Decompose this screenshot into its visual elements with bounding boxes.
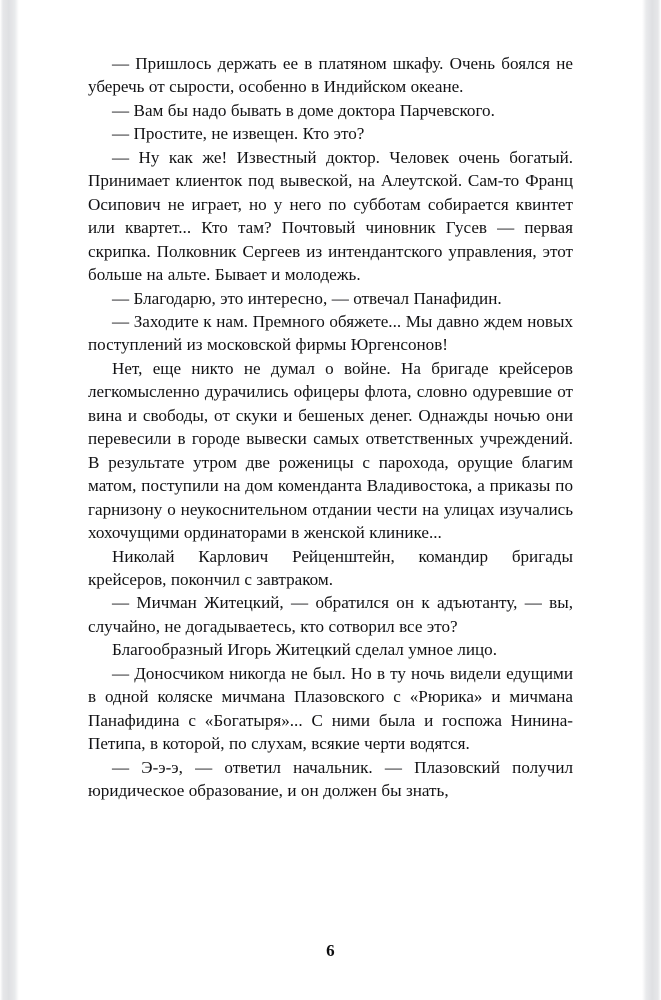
- page-number: 6: [326, 941, 335, 960]
- page-gutter-shade-right: [642, 0, 661, 1000]
- paragraph: — Э-э-э, — ответил начальник. — Плазовский получил юридическое образование, и он должен бы знать,: [88, 757, 573, 801]
- paragraph: — Заходите к нам. Премного обяжете... Мы давно ждем новых поступлений из московской фирмы Юргенсонов!: [88, 311, 573, 355]
- paragraph: Благообразный Игорь Житецкий сделал умное лицо.: [112, 640, 498, 660]
- paragraph: — Доносчиком никогда не был. Но в ту ночь видели едущими в одной коляске мичмана Плазовского с «Рюрика» и мичмана Панафидина с «Богатыря»... С ними была и госпожа Нинина-Петипа, в которой, по слухам, всякие черти водятся.: [88, 663, 573, 754]
- paragraph: — Мичман Житецкий, — обратился он к адъютанту, — вы, случайно, не догадываетесь, кто сотворил все это?: [88, 593, 573, 636]
- paragraph: — Простите, не извещен. Кто это?: [112, 124, 365, 144]
- page-gutter-shade-left: [0, 0, 19, 1000]
- paragraph: — Благодарю, это интересно, — отвечал Панафидин.: [112, 288, 502, 308]
- page-text-block: [88, 52, 573, 803]
- paragraph: — Ну как же! Известный доктор. Человек очень богатый. Принимает клиенток под вывеской, на Алеутской. Сам-то Франц Осипович не играет, но у него по субботам собирается квинтет или квартет... Кто там? Почтовый чиновник Гусев — первая скрипка. Полковник Сергеев из интендантского управления, этот больше на альте. Бывает и молодежь.: [88, 147, 573, 285]
- paragraph: Николай Карлович Рейценштейн, командир бригады крейсеров, покончил с завтраком.: [88, 546, 573, 589]
- paragraph: Нет, еще никто не думал о войне. На бригаде крейсеров легкомысленно дурачились офицеры флота, словно одуревшие от вина и свободы, от скуки и бешеных денег. Однажды ночью они перевесили в городе вывески самых ответственных учреждений. В результате утром две роженицы с парохода, орущие благим матом, поступили на дом коменданта Владивостока, а приказы по гарнизону о неукоснительном отдании чести на улицах изучались хохочущими ординаторами в женской клинике...: [88, 358, 573, 543]
- paragraph: — Вам бы надо бывать в доме доктора Парчевского.: [112, 100, 495, 120]
- paragraph: — Пришлось держать ее в платяном шкафу. Очень боялся не уберечь от сырости, особенно в Индийском океане.: [88, 54, 573, 97]
